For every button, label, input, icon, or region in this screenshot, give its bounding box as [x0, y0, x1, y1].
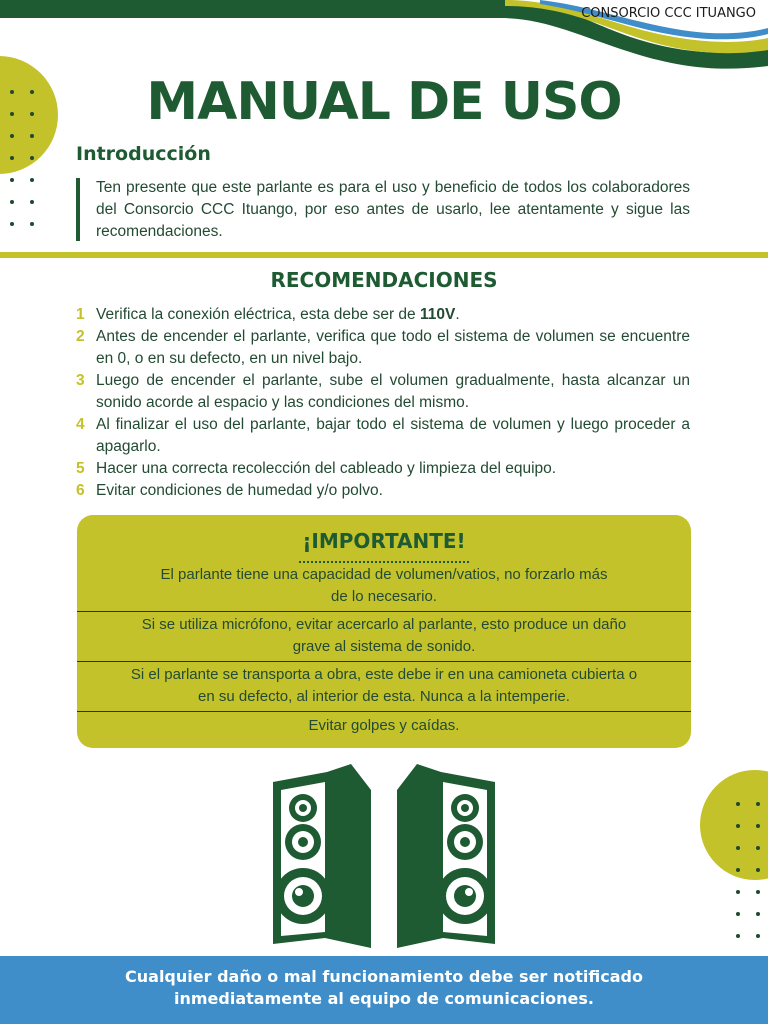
- list-item: [76, 304, 690, 326]
- recommendations-list: [76, 304, 690, 502]
- important-item: Evitar golpes y caídas.: [308, 717, 460, 734]
- important-item: El parlante tiene una capacidad de volumen/vatios, no forzarlo más de lo necesario.: [160, 566, 608, 605]
- list-item: [76, 458, 690, 480]
- list-item-text: Evitar condiciones de humedad y/o polvo.: [96, 482, 383, 499]
- list-item-text: Al finalizar el uso del parlante, bajar todo el sistema de volumen y luego proceder a apagarlo.: [96, 416, 690, 455]
- list-item-number: 1: [76, 306, 85, 323]
- page-title: MANUAL DE USO: [146, 72, 622, 132]
- intro-accent-bar: [76, 178, 80, 241]
- list-item-number: 5: [76, 460, 85, 477]
- important-item: Si el parlante se transporta a obra, este debe ir en una camioneta cubierta o en su defecto, al interior de esta. Nunca a la intemperie.: [130, 666, 638, 705]
- organization-name: CONSORCIO CCC ITUANGO: [581, 6, 756, 21]
- list-item: [76, 480, 690, 502]
- important-separator: [77, 711, 691, 712]
- important-title: ¡IMPORTANTE!: [302, 529, 466, 553]
- footer-text: Cualquier daño o mal funcionamiento debe ser notificado inmediatamente al equipo de comunicaciones.: [125, 967, 643, 1008]
- recommendations-heading: RECOMENDACIONES: [270, 268, 498, 292]
- list-item: [76, 326, 690, 370]
- speakers-illustration-icon: [265, 760, 503, 950]
- list-item-text: Hacer una correcta recolección del cableado y limpieza del equipo.: [96, 460, 557, 477]
- voltage-value: 110V: [419, 306, 456, 323]
- list-item-number: 2: [76, 328, 85, 345]
- list-item-text: Luego de encender el parlante, sube el volumen gradualmente, hasta alcanzar un sonido acorde al espacio y las condiciones del mismo.: [96, 372, 690, 411]
- list-item: [76, 370, 690, 414]
- intro-heading: Introducción: [76, 143, 211, 165]
- important-box: [77, 515, 691, 748]
- footer-banner: [0, 956, 768, 1024]
- section-divider: [0, 252, 768, 258]
- important-separator: [77, 661, 691, 662]
- intro-text: Ten presente que este parlante es para el uso y beneficio de todos los colaboradores del Consorcio CCC Ituango, por eso antes de usarlo, lee atentamente y sigue las recomendaciones.: [96, 179, 690, 240]
- important-title-underline: [299, 561, 469, 563]
- list-item-number: 6: [76, 482, 85, 499]
- list-item-number: 4: [76, 416, 85, 433]
- list-item: [76, 414, 690, 458]
- important-item: Si se utiliza micrófono, evitar acercarlo al parlante, esto produce un daño grave al sistema de sonido.: [141, 616, 627, 655]
- important-separator: [77, 611, 691, 612]
- list-item-text: Antes de encender el parlante, verifica que todo el sistema de volumen se encuentre en 0, o en su defecto, en un nivel bajo.: [96, 328, 690, 367]
- list-item-text: Verifica la conexión eléctrica, esta debe ser de 110V.: [96, 306, 460, 323]
- list-item-number: 3: [76, 372, 85, 389]
- decorative-dot-grid-bottom: [736, 802, 768, 960]
